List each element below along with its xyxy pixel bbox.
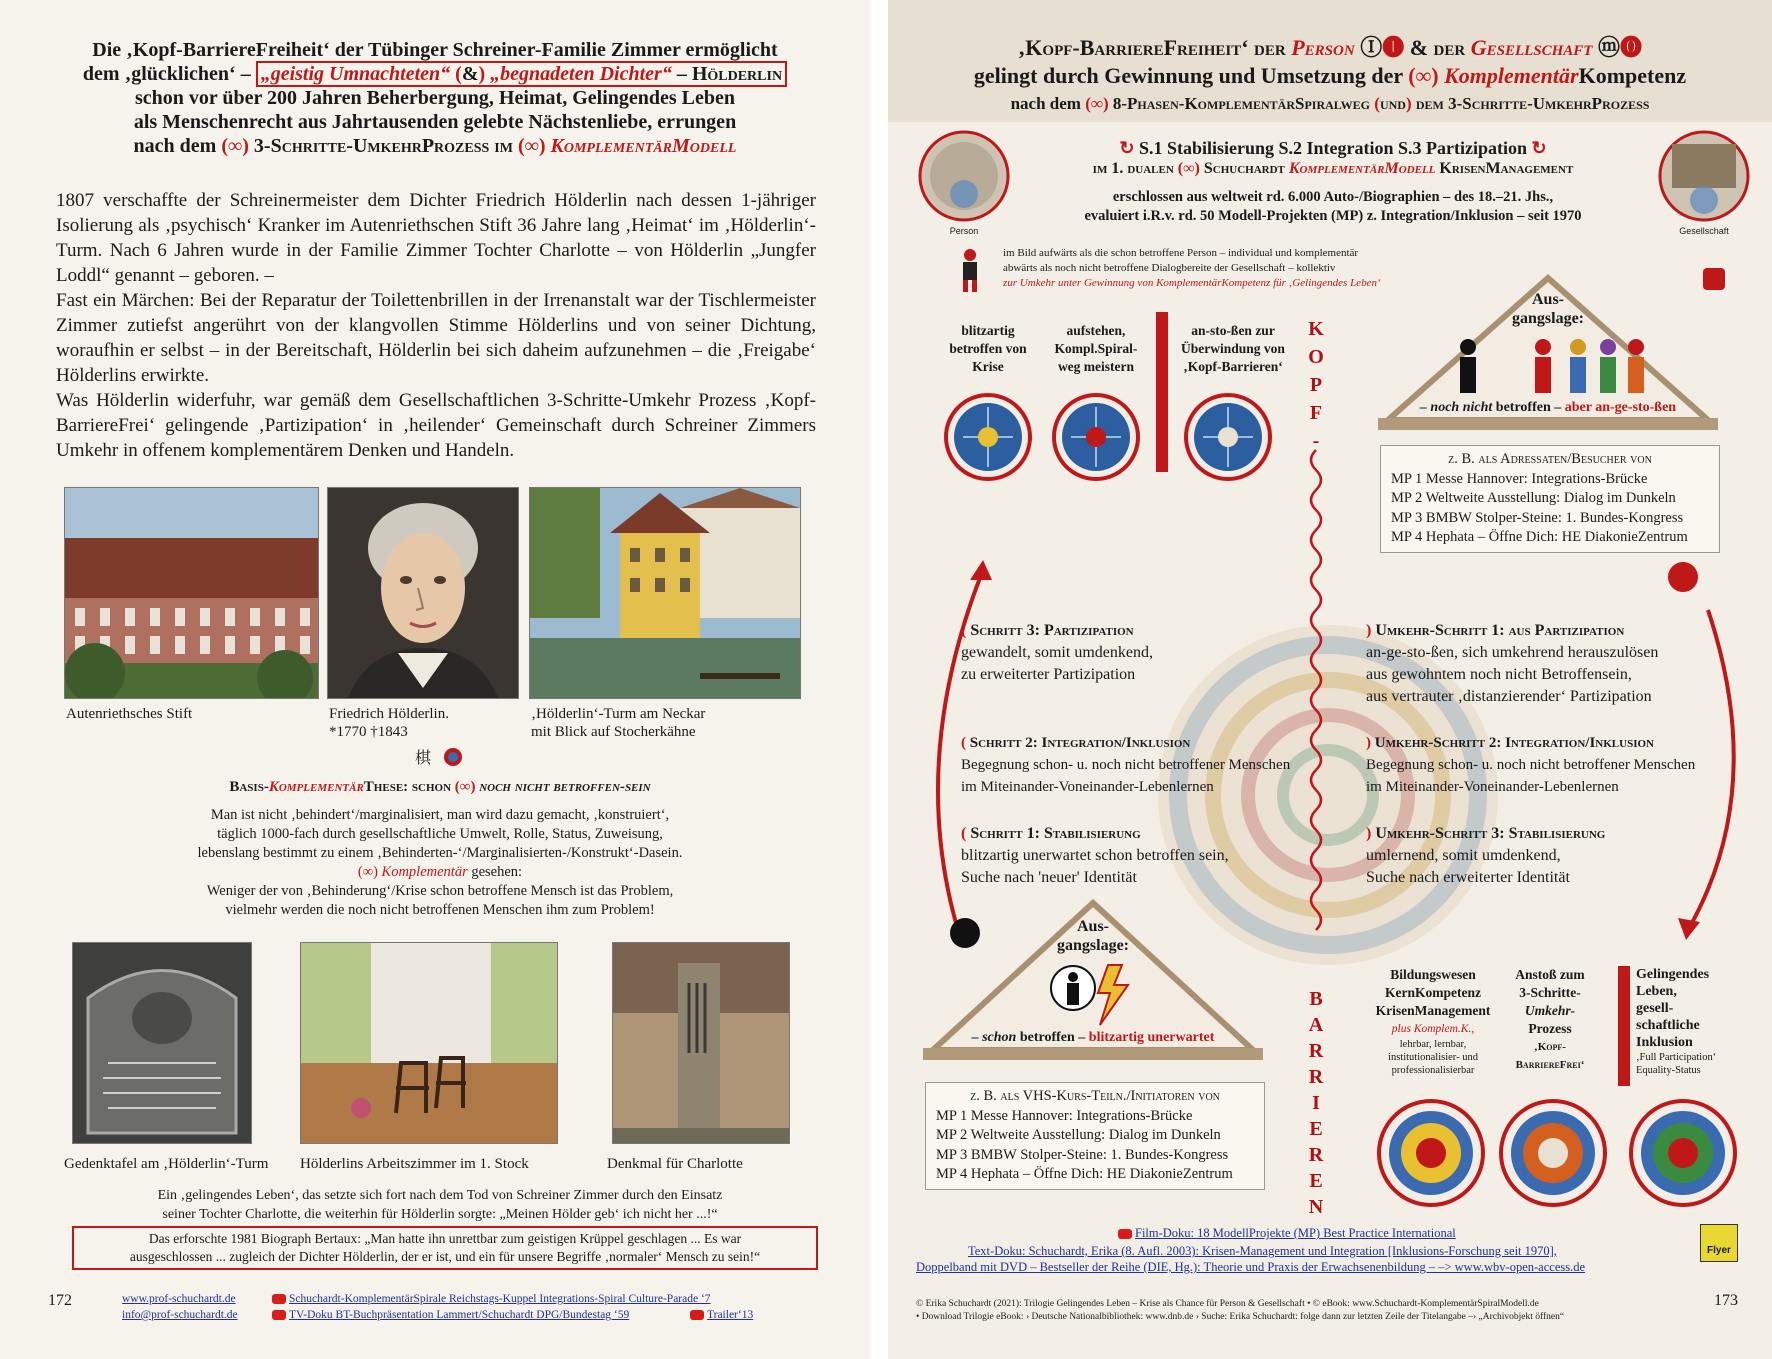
- youtube-icon: [690, 1310, 704, 1320]
- right-heading-line-2: gelingt durch Gewinnung und Umsetzung der (∞) KomplementärKompetenz: [973, 63, 1687, 88]
- photo-denkmal-charlotte: [612, 942, 790, 1144]
- legend-text: im Bild aufwärts als die schon betroffene Person – individual und komplementär abwärts als noch nicht betroffene Dialogbereite der Gesellschaft – kollektiv zur Umkehr unter Gewinnung von KomplementärKompetenz für ‚Gelingendes Leben‘: [1003, 247, 1381, 289]
- umkehr-step-3: ) Umkehr-Schritt 3: Stabilisierung umlernend, somit umdenkend, Suche nach erweiterter Identität: [1366, 825, 1606, 886]
- heading-line-4: als Menschenrecht aus Jahrtausenden gelebte Nächstenliebe, errungen: [133, 111, 737, 133]
- page-gutter: [870, 0, 888, 1359]
- label-gelingendes-leben: Gelingendes Leben, gesell- schaftliche Inklusion ‚Full Participation‘ Equality-Status: [1636, 967, 1717, 1076]
- society-seal: Gesellschaft: [1658, 130, 1750, 238]
- person-lightning-icon: [1048, 963, 1138, 1031]
- link-video-spirale[interactable]: Schuchardt-KomplementärSpirale Reichstags-Kuppel Integrations-Spiral Culture-Parade ‘7: [272, 1292, 711, 1307]
- right-page: [888, 0, 1772, 1359]
- globe-spiral: [1051, 392, 1141, 486]
- caption-arbeitszimmer: Hölderlins Arbeitszimmer im 1. Stock: [300, 1156, 529, 1172]
- caption-turm: ‚Hölderlin‘-Turm am Neckar mit Blick auf Stocherkähne: [531, 706, 706, 740]
- kopf-barrierefrei-bar: [1618, 966, 1630, 1086]
- person-badge-icon: [1668, 562, 1698, 592]
- step-1-stabilisierung: ( Schritt 1: Stabilisierung blitzartig unerwartet schon betroffen sein, Suche nach 'neuer' Identität: [961, 825, 1229, 886]
- label-bildungswesen: Bildungswesen KernKompetenz KrisenManagement plus Komplem.K., lehrbar, lernbar, institutionalisier- und professionalisierbar: [1375, 967, 1491, 1076]
- step-2-integration: ( Schritt 2: Integration/Inklusion Begegnung schon- u. noch nicht betroffener Menschen im Miteinander-Voneinander-Lebenlernen: [961, 735, 1291, 795]
- spiral-globe-1: [1376, 1098, 1486, 1212]
- people-icon: [1448, 335, 1648, 399]
- vertical-kopf: KOPF-: [1305, 318, 1327, 458]
- figure-icon: [958, 248, 982, 292]
- svg-text:棋: 棋: [415, 748, 432, 767]
- house-top: Aus- gangslage: – noch nicht betroffen – aber an-ge-sto-ßen: [1378, 270, 1718, 430]
- right-heading-line-3: nach dem (∞) 8-Phasen-KomplementärSpiralweg (und) dem 3-Schritte-UmkehrProzess: [1010, 94, 1650, 113]
- closing-text: Ein ‚gelingendes Leben‘, das setzte sich fort nach dem Tod von Schreiner Zimmer durch den Einsatz seiner Tochter Charlotte, die weiterhin für Hölderlin sorgte: „Meinen Hölder geb‘ ich nicht her ...!“: [157, 1188, 723, 1222]
- story-paragraph-3: Was Hölderlin widerfuhr, war gemäß dem Gesellschaftlichen 3-Schritte-Umkehr Prozess ‚Kopf-BarriereFrei‘ gelingende ‚Partizipation‘ in ‚heilender‘ Gemeinschaft durch Schreiner Zimmers Umkehr in offenem komplementärem Denken und Handeln.: [56, 390, 816, 461]
- kopf-barrieren-bar: [1156, 312, 1168, 472]
- label-barriers: an-sto-ßen zur Überwindung von ‚Kopf-Barrieren‘: [1181, 323, 1285, 374]
- group-icon: ⓜ: [1597, 35, 1620, 60]
- vertical-barrieren: BARRIEREN: [1305, 988, 1327, 1222]
- bertaux-quote-box: Das erforschte 1981 Biograph Bertaux: „Man hatte ihn unrettbar zum geistigen Krüppel geschlagen ... Es war ausgeschlossen ... zugleich der Dichter Hölderlin, der er ist, und ein für unsere Begriffe ‚normaler‘ Mensch zu sein!“: [72, 1226, 818, 1270]
- link-doppelband[interactable]: Doppelband mit DVD – Bestseller der Reihe (DIE, Hg.): Theorie und Praxis der Erwachsenenbildung – –> www.wbv-open-access.de: [916, 1260, 1586, 1274]
- copyright-text: © Erika Schuchardt (2021): Trilogie Gelingendes Leben – Krise als Chance für Person & Gesellschaft • © eBook: www.Schuchardt-KomplementärSpiralModell.de • Download Trilogie eBook: › Deutsche Nationalbibliothek: www.dnb.de › Suche: Erika Schuchardt: folge dann zur letzten Zeile der Titelangabe –› „Archivobjekt öffnen“: [916, 1299, 1565, 1322]
- caption-stift: Autenriethsches Stift: [66, 706, 193, 722]
- link-film-doku[interactable]: Film-Doku: 18 ModellProjekte (MP) Best Practice International: [1118, 1226, 1456, 1241]
- youtube-icon: [272, 1310, 286, 1320]
- heading-line-2: dem ‚glücklichen‘ – „geistig Umnachteten“ (&) „begnadeten Dichter“ – Hölderlin: [40, 62, 830, 86]
- thesis-text: Man ist nicht ‚behindert‘/marginalisiert, man wird dazu gemacht, ‚konstruiert‘, täglich 1000-fach durch gesellschaftliche Umwelt, Rolle, Status, Zuweisung, lebenslang bestimmt zu einem ‚Behinderten-‘/Marginalisierten-/Konstrukt‘-Dasein. (∞) Komplementär gesehen: Weniger der von ‚Behinderung‘/Krise schon betroffene Mensch ist das Problem, vielmehr werden die noch nicht betroffenen Menschen ihm zum Problem!: [197, 807, 683, 918]
- logo-icon: [415, 746, 465, 768]
- heading-line-5: nach dem (∞) 3-Schritte-UmkehrProzess im (∞) KomplementärModell: [133, 135, 737, 157]
- step-3-partizipation: ( Schritt 3: Partizipation gewandelt, somit umdenkend, zu erweiterter Partizipation: [961, 622, 1153, 683]
- crisis-management-line: im 1. dualen (∞) Schuchardt KomplementärModell KrisenManagement: [1092, 160, 1574, 177]
- heading-line-1: Die ‚Kopf-BarriereFreiheit‘ der Tübinger Schreiner-Familie Zimmer ermöglicht: [92, 39, 778, 61]
- flyer-badge[interactable]: Flyer: [1700, 1224, 1738, 1262]
- three-steps-line: ↻ S.1 Stabilisierung S.2 Integration S.3 Partizipation ↻: [1119, 138, 1547, 158]
- label-crisis: blitzartig betroffen von Krise: [949, 323, 1027, 374]
- youtube-icon: [272, 1294, 286, 1304]
- photo-autenriethsches-stift: [64, 487, 319, 699]
- house-bottom: Aus- gangslage: – schon betroffen – blitzartig unerwartet: [923, 895, 1263, 1060]
- right-heading: [908, 34, 1752, 118]
- umkehr-step-2: ) Umkehr-Schritt 2: Integration/Inklusion Begegnung schon- u. noch nicht betroffener Menschen im Miteinander-Voneinander-Lebenlernen: [1366, 735, 1696, 795]
- page-number-left: 172: [48, 1292, 72, 1309]
- thesis-title: Basis-KomplementärThese: schon (∞) noch nicht betroffen-sein: [229, 779, 651, 795]
- source-lines: erschlossen aus weltweit rd. 6.000 Auto-/Biographien – des 18.–21. Jhs., evaluiert i.R.v. rd. 50 Modell-Projekten (MP) z. Integration/Inklusion – seit 1970: [1084, 189, 1582, 224]
- youtube-icon: [1118, 1229, 1132, 1239]
- heading-line-3: schon vor über 200 Jahren Beherbergung, Heimat, Gelingendes Leben: [134, 87, 736, 109]
- left-page: [0, 0, 870, 1359]
- left-heading: [40, 38, 830, 158]
- page-number-right: 173: [1714, 1292, 1738, 1309]
- caption-denkmal: Denkmal für Charlotte: [607, 1156, 743, 1172]
- link-video-tv-doku[interactable]: TV-Doku BT-Buchpräsentation Lammert/Schuchardt DPG/Bundestag ‘59: [272, 1308, 629, 1323]
- story-paragraph-2: Fast ein Märchen: Bei der Reparatur der Toilettenbrillen in der Irrenanstalt war der Tischlermeister Zimmer zutiefst angerührt von der klangvollen Stimme Hölderlins und von seiner Dichtung, woraufhin er selbst – in der Bereitschaft, Hölderlin bei sich daheim aufzunehmen – die ‚Freigabe‘ Hölderlins erwirkte.: [56, 290, 816, 386]
- story-paragraph-1: 1807 verschaffte der Schreinermeister dem Dichter Friedrich Hölderlin nach dessen 1-jähriger Isolierung als ‚psychisch‘ Kranker im Autenriethschen Stift 36 Jahre lang ‚Heimat‘ im ‚Hölderlin‘-Turm. Nach 6 Jahren wurde in der Familie Zimmer Tochter Charlotte – von Hölderlin „Jungfer Loddl“ genannt – geboren. –: [56, 190, 816, 286]
- label-anstoss: Anstoß zum 3-Schritte- Umkehr- Prozess ‚Kopf- BarriereFrei‘: [1515, 967, 1585, 1071]
- photo-hoelderlin-turm: [529, 487, 801, 699]
- photo-arbeitszimmer: [300, 942, 558, 1144]
- umkehr-step-1: ) Umkehr-Schritt 1: aus Partizipation an-ge-sto-ßen, sich umkehrend herauszulösen aus gewohntem noch nicht Betroffensein, aus vertrauter ‚distanzierender‘ Partizipation: [1366, 622, 1659, 705]
- mp-list-bottom: z. B. als VHS-Kurs-Teiln./Initiatoren von MP 1 Messe Hannover: Integrations-Brücke MP 2 Weltweite Ausstellung: Dialog im Dunkeln MP 3 BMBW Stolper-Steine: 1. Bundes-Kongress MP 4 Hephata – Öffne Dich: HE DiakonieZentrum: [925, 1082, 1265, 1190]
- globe-barriers: [1183, 392, 1273, 486]
- caption-gedenktafel: Gedenktafel am ‚Hölderlin‘-Turm: [64, 1156, 269, 1172]
- link-email[interactable]: info@prof-schuchardt.de: [122, 1309, 238, 1321]
- person-seal: Person: [918, 130, 1010, 238]
- photo-gedenktafel: [72, 942, 252, 1144]
- infinity-icon: (∞): [517, 135, 546, 157]
- globe-crisis: [943, 392, 1033, 486]
- person-icon: Ⓘ: [1360, 35, 1383, 60]
- spiral-globe-2: [1498, 1098, 1608, 1212]
- spiral-globe-3: [1628, 1098, 1738, 1212]
- infinity-icon: (∞): [221, 135, 249, 157]
- label-spiral: aufstehen, Kompl.Spiral- weg meistern: [1054, 323, 1138, 374]
- link-website[interactable]: www.prof-schuchardt.de: [122, 1293, 236, 1305]
- caption-hoelderlin: Friedrich Hölderlin. *1770 †1843: [329, 706, 449, 740]
- link-video-trailer[interactable]: Trailer‘13: [690, 1308, 753, 1323]
- link-text-doku[interactable]: Text-Doku: Schuchardt, Erika (8. Aufl. 2003): Krisen-Management und Integration [Inklusions-Forschung seit 1970],: [968, 1244, 1557, 1258]
- photo-friedrich-hoelderlin: [327, 487, 519, 699]
- right-heading-line-1: ‚Kopf-BarriereFreiheit‘ der Person Ⓘ❶ & der Gesellschaft ⓜ⓿: [1017, 35, 1643, 60]
- mp-list-top: z. B. als Adressaten/Besucher von MP 1 Messe Hannover: Integrations-Brücke MP 2 Weltweite Ausstellung: Dialog im Dunkeln MP 3 BMBW Stolper-Steine: 1. Bundes-Kongress MP 4 Hephata – Öffne Dich: HE DiakonieZentrum: [1380, 445, 1720, 553]
